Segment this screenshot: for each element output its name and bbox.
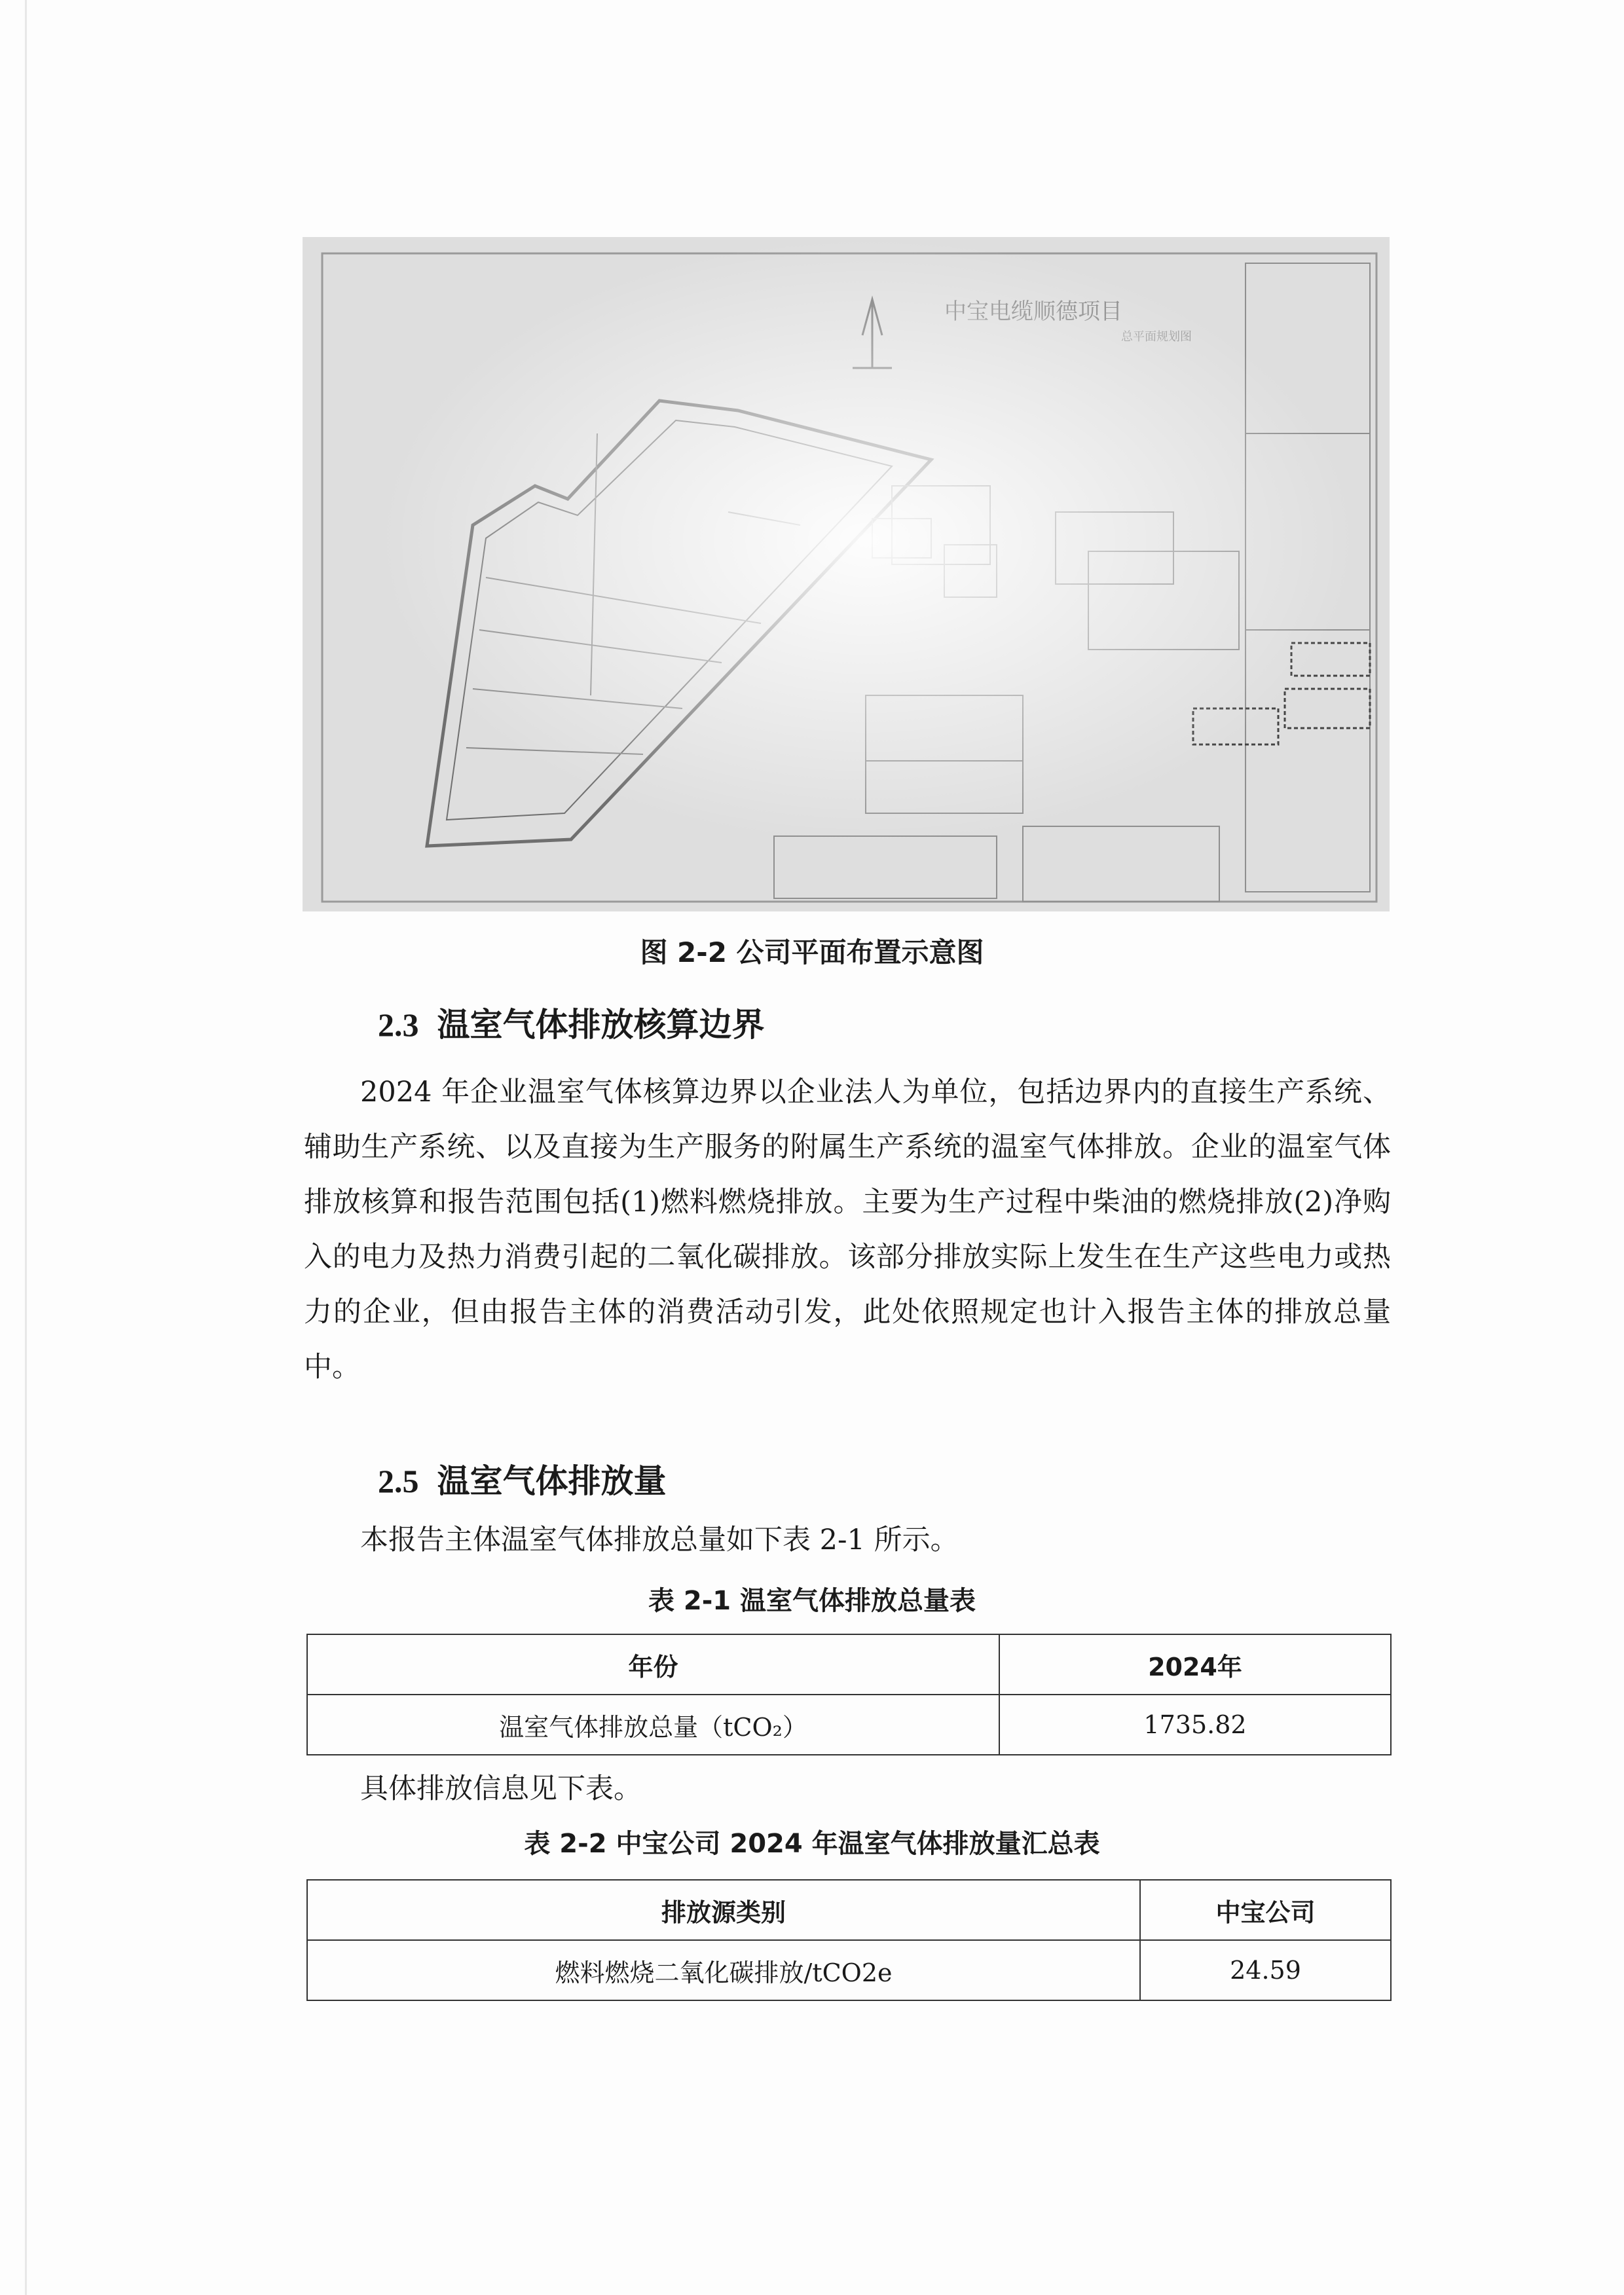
table-cell: 24.59 bbox=[1140, 1940, 1391, 2000]
paragraph-text: 本报告主体温室气体排放总量如下表 2-1 所示。 bbox=[360, 1524, 959, 1556]
table-2-1-title: 表 2-1 温室气体排放总量表 bbox=[648, 1586, 976, 1616]
site-plan-figure bbox=[303, 237, 1390, 911]
table-header-row bbox=[307, 1880, 1391, 1940]
table-cell: 温室气体排放总量（tCO₂） bbox=[307, 1695, 999, 1755]
table-2-1 bbox=[306, 1634, 1392, 1755]
figure-caption: 图 2-2 公司平面布置示意图 bbox=[640, 936, 984, 968]
paragraph-text: 2024 年企业温室气体核算边界以企业法人为单位，包括边界内的直接生产系统、辅助生产系统、以及直接为生产服务的附属生产系统的温室气体排放。企业的温室气体排放核算和报告范围包括(1)燃料燃烧排放。主要为生产过程中柴油的燃烧排放(2)净购入的电力及热力消费引起的二氧化碳排放。该部分排放实际上发生在生产这些电力或热力的企业，但由报告主体的消费活动引发，此处依照规定也计入报告主体的排放总量中。 bbox=[304, 1076, 1391, 1384]
table-row bbox=[307, 1695, 1391, 1755]
table-cell: 燃料燃烧二氧化碳排放/tCO2e bbox=[307, 1940, 1140, 2000]
table-cell: 1735.82 bbox=[999, 1695, 1391, 1755]
emission-intro-paragraph bbox=[304, 1513, 1391, 1568]
table-2-2 bbox=[306, 1879, 1392, 2001]
section-number: 2.3 bbox=[378, 1006, 419, 1043]
scan-edge-line bbox=[25, 0, 27, 2295]
table-row bbox=[307, 1940, 1391, 2000]
table-header-cell: 排放源类别 bbox=[307, 1880, 1140, 1940]
table-header-cell: 2024年 bbox=[999, 1634, 1391, 1695]
after-table-paragraph bbox=[360, 1761, 1447, 1816]
table-2-2-title: 表 2-2 中宝公司 2024 年温室气体排放量汇总表 bbox=[524, 1829, 1100, 1859]
section-heading-2-5 bbox=[378, 1455, 667, 1502]
section-title: 温室气体排放量 bbox=[437, 1462, 667, 1500]
section-number: 2.5 bbox=[378, 1463, 419, 1499]
table-header-cell: 年份 bbox=[307, 1634, 999, 1695]
section-title: 温室气体排放核算边界 bbox=[437, 1006, 765, 1044]
site-plan-drawing bbox=[303, 237, 1390, 911]
table-header-cell: 中宝公司 bbox=[1140, 1880, 1391, 1940]
boundary-paragraph bbox=[304, 1065, 1391, 1395]
table-header-row bbox=[307, 1634, 1391, 1695]
section-heading-2-3 bbox=[378, 999, 765, 1046]
paragraph-text: 具体排放信息见下表。 bbox=[360, 1772, 642, 1805]
